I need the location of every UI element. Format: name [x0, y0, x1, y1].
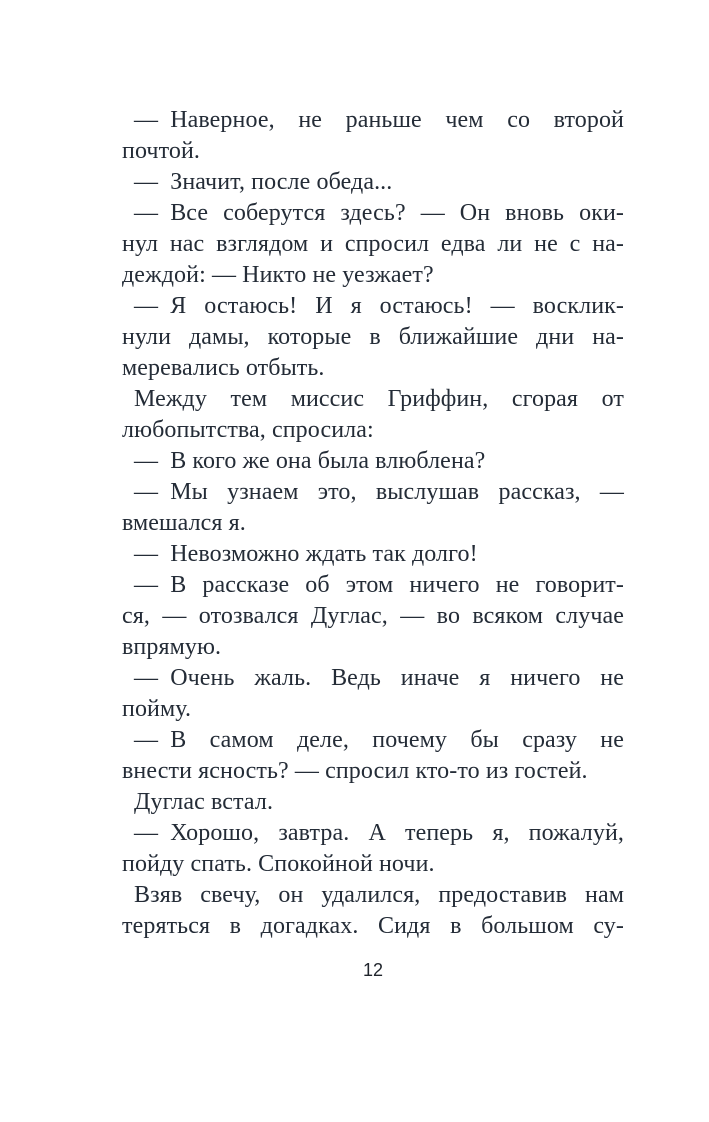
text-line: — В кого же она была влюблена?: [134, 448, 486, 474]
text-line: — В самом деле, почему бы сразу не: [134, 727, 624, 753]
text-line: теряться в догадках. Сидя в большом су-: [122, 913, 624, 939]
text-line: — Значит, после обеда...: [134, 169, 393, 195]
text-line: пойму.: [122, 696, 192, 722]
text-line: почтой.: [122, 138, 201, 164]
text-line: — Все соберутся здесь? — Он вновь оки-: [134, 200, 624, 226]
text-line: Дуглас встал.: [134, 789, 274, 815]
text-line: — Наверное, не раньше чем со второй: [134, 107, 624, 133]
text-line: пойду спать. Спокойной ночи.: [122, 851, 435, 877]
text-line: нул нас взглядом и спросил едва ли не с на-: [122, 231, 624, 257]
text-line: внести ясность? — спросил кто-то из гостей.: [122, 758, 588, 784]
text-line: — Невозможно ждать так долго!: [134, 541, 478, 567]
text-line: Взяв свечу, он удалился, предоставив нам: [134, 882, 624, 908]
text-line: — В рассказе об этом ничего не говорит-: [134, 572, 624, 598]
text-line: вмешался я.: [122, 510, 246, 536]
text-line: — Очень жаль. Ведь иначе я ничего не: [134, 665, 624, 691]
text-line: любопытства, спросила:: [122, 417, 374, 443]
text-line: впрямую.: [122, 634, 222, 660]
text-line: Между тем миссис Гриффин, сгорая от: [134, 386, 624, 412]
text-line: ся, — отозвался Дуглас, — во всяком случае: [122, 603, 624, 629]
text-line: — Я остаюсь! И я остаюсь! — восклик-: [134, 293, 624, 319]
text-line: деждой: — Никто не уезжает?: [122, 262, 434, 288]
text-line: меревались отбыть.: [122, 355, 325, 381]
text-line: нули дамы, которые в ближайшие дни на-: [122, 324, 624, 350]
text-line: — Хорошо, завтра. А теперь я, пожалуй,: [134, 820, 624, 846]
text-line: — Мы узнаем это, выслушав рассказ, —: [134, 479, 624, 505]
page-number: 12: [362, 960, 384, 980]
page-text-block: [122, 105, 624, 942]
